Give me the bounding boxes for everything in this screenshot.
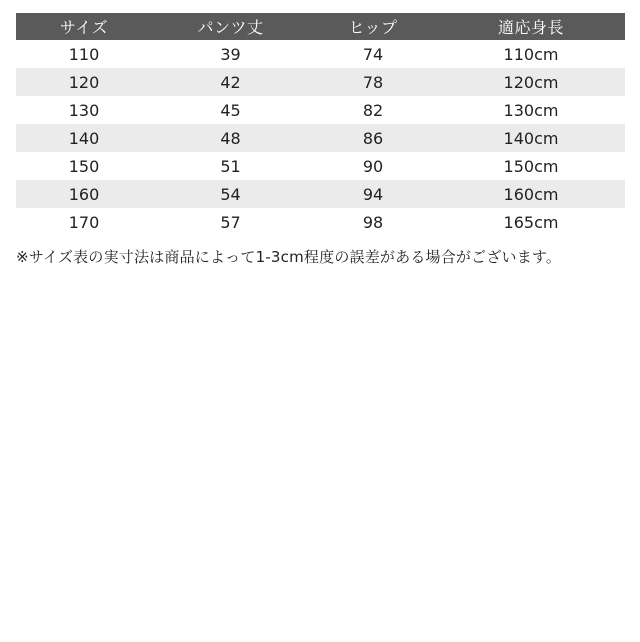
cell-pants-length: 45: [152, 96, 309, 124]
header-height: 適応身長: [437, 13, 625, 40]
table-row: [16, 40, 625, 68]
cell-height: 120cm: [437, 68, 625, 96]
cell-size: 170: [16, 208, 152, 236]
cell-size: 140: [16, 124, 152, 152]
size-chart-body: [16, 40, 625, 236]
cell-pants-length: 54: [152, 180, 309, 208]
cell-height: 150cm: [437, 152, 625, 180]
cell-hip: 86: [309, 124, 437, 152]
cell-height: 160cm: [437, 180, 625, 208]
table-row: [16, 180, 625, 208]
cell-height: 165cm: [437, 208, 625, 236]
cell-hip: 78: [309, 68, 437, 96]
cell-hip: 74: [309, 40, 437, 68]
cell-hip: 82: [309, 96, 437, 124]
table-row: [16, 208, 625, 236]
size-note: ※サイズ表の実寸法は商品によって1-3cm程度の誤差がある場合がございます。: [16, 248, 562, 266]
cell-hip: 98: [309, 208, 437, 236]
cell-pants-length: 48: [152, 124, 309, 152]
header-pants-length: パンツ丈: [152, 13, 309, 40]
cell-pants-length: 39: [152, 40, 309, 68]
table-row: [16, 96, 625, 124]
table-row: [16, 152, 625, 180]
cell-size: 160: [16, 180, 152, 208]
cell-pants-length: 57: [152, 208, 309, 236]
cell-size: 110: [16, 40, 152, 68]
cell-height: 110cm: [437, 40, 625, 68]
cell-size: 120: [16, 68, 152, 96]
cell-height: 140cm: [437, 124, 625, 152]
table-row: [16, 124, 625, 152]
cell-height: 130cm: [437, 96, 625, 124]
cell-size: 130: [16, 96, 152, 124]
cell-size: 150: [16, 152, 152, 180]
size-chart-header: [16, 13, 625, 40]
cell-pants-length: 51: [152, 152, 309, 180]
cell-hip: 94: [309, 180, 437, 208]
cell-pants-length: 42: [152, 68, 309, 96]
table-row: [16, 68, 625, 96]
header-hip: ヒップ: [309, 13, 437, 40]
header-row: [16, 13, 625, 40]
header-size: サイズ: [16, 13, 152, 40]
size-chart-table: [16, 13, 625, 236]
cell-hip: 90: [309, 152, 437, 180]
